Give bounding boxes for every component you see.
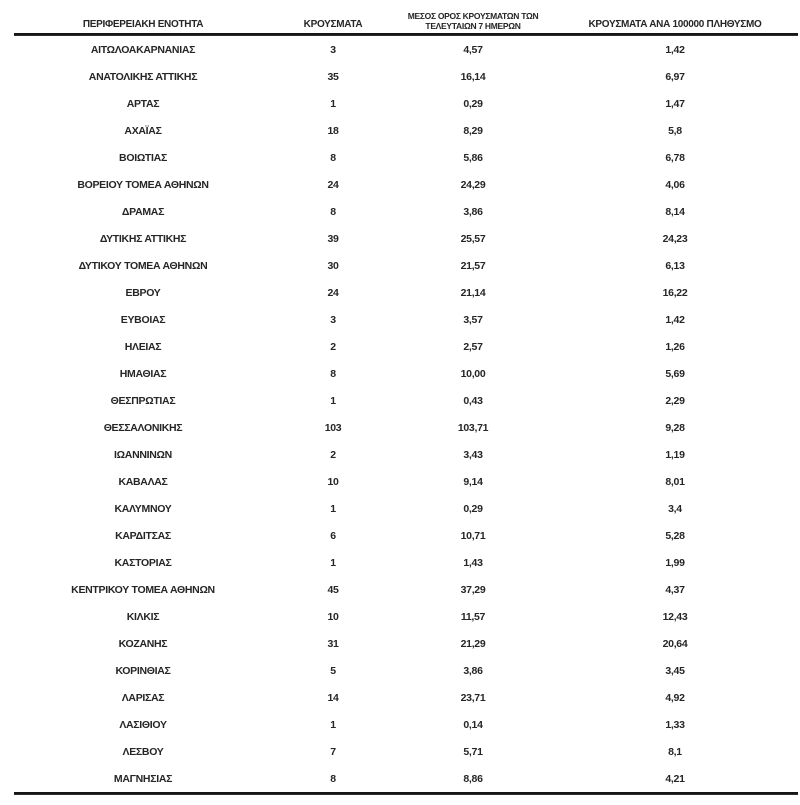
per100k-cell: 1,99 [665, 556, 685, 569]
header-regional-unit: ΠΕΡΙΦΕΡΕΙΑΚΗ ΕΝΟΤΗΤΑ [82, 19, 204, 31]
per100k-cell: 24,23 [662, 232, 688, 245]
cases-cell: 1 [330, 394, 336, 407]
table-row [14, 63, 798, 90]
per100k-cell: 2,29 [665, 394, 685, 407]
table-row [14, 333, 798, 360]
table-row [14, 387, 798, 414]
avg7-cell: 10,00 [460, 367, 486, 380]
per100k-cell: 5,8 [668, 124, 682, 137]
table-row [14, 90, 798, 117]
avg7-cell: 25,57 [460, 232, 486, 245]
region-cell: ΑΧΑΪΑΣ [124, 124, 162, 137]
table-row [14, 171, 798, 198]
per100k-cell: 8,1 [668, 745, 682, 758]
avg7-cell: 5,86 [463, 151, 483, 164]
per100k-cell: 1,42 [665, 43, 685, 56]
avg7-cell: 21,29 [460, 637, 486, 650]
region-cell: ΑΙΤΩΛΟΑΚΑΡΝΑΝΙΑΣ [90, 43, 196, 56]
cases-cell: 2 [330, 448, 336, 461]
region-cell: ΔΥΤΙΚΗΣ ΑΤΤΙΚΗΣ [99, 232, 187, 245]
header-7day-average-line1: ΜΕΣΟΣ ΟΡΟΣ ΚΡΟΥΣΜΑΤΩΝ ΤΩΝ [407, 10, 539, 21]
per100k-cell: 6,97 [665, 70, 685, 83]
per100k-cell: 3,45 [665, 664, 685, 677]
avg7-cell: 10,71 [460, 529, 486, 542]
cases-cell: 1 [330, 97, 336, 110]
avg7-cell: 21,57 [460, 259, 486, 272]
cases-cell: 1 [330, 502, 336, 515]
region-cell: ΘΕΣΠΡΩΤΙΑΣ [110, 394, 176, 407]
per100k-cell: 1,47 [665, 97, 685, 110]
region-cell: ΘΕΣΣΑΛΟΝΙΚΗΣ [103, 421, 183, 434]
cases-cell: 3 [330, 313, 336, 326]
table-row [14, 765, 798, 792]
table-row [14, 657, 798, 684]
region-cell: ΑΡΤΑΣ [126, 97, 160, 110]
cases-cell: 10 [327, 610, 339, 623]
avg7-cell: 2,57 [463, 340, 483, 353]
per100k-cell: 4,21 [665, 772, 685, 785]
region-cell: ΚΑΒΑΛΑΣ [118, 475, 168, 488]
per100k-cell: 1,19 [665, 448, 685, 461]
table-row [14, 306, 798, 333]
per100k-cell: 5,69 [665, 367, 685, 380]
cases-cell: 24 [327, 178, 339, 191]
table-row [14, 630, 798, 657]
per100k-cell: 5,28 [665, 529, 685, 542]
avg7-cell: 5,71 [463, 745, 483, 758]
table-row [14, 117, 798, 144]
region-cell: ΔΡΑΜΑΣ [121, 205, 165, 218]
region-cell: ΙΩΑΝΝΙΝΩΝ [114, 448, 172, 461]
avg7-cell: 8,86 [463, 772, 483, 785]
cases-cell: 2 [330, 340, 336, 353]
table-row [14, 468, 798, 495]
avg7-cell: 11,57 [460, 610, 486, 623]
avg7-cell: 37,29 [460, 583, 486, 596]
per100k-cell: 1,26 [665, 340, 685, 353]
region-cell: ΒΟΡΕΙΟΥ ΤΟΜΕΑ ΑΘΗΝΩΝ [77, 178, 209, 191]
cases-cell: 35 [327, 70, 339, 83]
region-cell: ΜΑΓΝΗΣΙΑΣ [113, 772, 173, 785]
region-cell: ΕΥΒΟΙΑΣ [120, 313, 166, 326]
per100k-cell: 20,64 [662, 637, 688, 650]
region-cell: ΗΜΑΘΙΑΣ [119, 367, 167, 380]
cases-cell: 3 [330, 43, 336, 56]
cases-cell: 39 [327, 232, 339, 245]
table-body [14, 36, 798, 792]
table-row [14, 198, 798, 225]
avg7-cell: 3,57 [463, 313, 483, 326]
avg7-cell: 21,14 [460, 286, 486, 299]
per100k-cell: 6,13 [665, 259, 685, 272]
table-row [14, 549, 798, 576]
region-cell: ΚΙΛΚΙΣ [126, 610, 160, 623]
avg7-cell: 4,57 [463, 43, 483, 56]
per100k-cell: 3,4 [668, 502, 682, 515]
per100k-cell: 4,06 [665, 178, 685, 191]
table-header-row [14, 0, 798, 33]
cases-cell: 8 [330, 367, 336, 380]
header-cases: ΚΡΟΥΣΜΑΤΑ [303, 19, 363, 31]
cases-cell: 14 [327, 691, 339, 704]
region-cell: ΛΑΡΙΣΑΣ [121, 691, 165, 704]
cases-cell: 30 [327, 259, 339, 272]
cases-cell: 8 [330, 772, 336, 785]
cases-cell: 45 [327, 583, 339, 596]
table-row [14, 360, 798, 387]
table-row [14, 576, 798, 603]
avg7-cell: 1,43 [463, 556, 483, 569]
region-cell: ΚΟΖΑΝΗΣ [118, 637, 168, 650]
table-row [14, 252, 798, 279]
table-row [14, 414, 798, 441]
region-cell: ΛΕΣΒΟΥ [122, 745, 164, 758]
regional-cases-table [14, 0, 798, 795]
region-cell: ΚΟΡΙΝΘΙΑΣ [115, 664, 171, 677]
cases-cell: 8 [330, 205, 336, 218]
bottom-double-rule [14, 792, 798, 795]
avg7-cell: 23,71 [460, 691, 486, 704]
per100k-cell: 8,14 [665, 205, 685, 218]
per100k-cell: 6,78 [665, 151, 685, 164]
per100k-cell: 16,22 [662, 286, 688, 299]
avg7-cell: 103,71 [457, 421, 489, 434]
cases-cell: 1 [330, 556, 336, 569]
region-cell: ΚΑΣΤΟΡΙΑΣ [114, 556, 172, 569]
cases-cell: 18 [327, 124, 339, 137]
avg7-cell: 0,29 [463, 502, 483, 515]
avg7-cell: 3,86 [463, 205, 483, 218]
region-cell: ΗΛΕΙΑΣ [124, 340, 162, 353]
header-7day-average-line2: ΤΕΛΕΥΤΑΙΩΝ 7 ΗΜΕΡΩΝ [425, 20, 521, 31]
table-row [14, 495, 798, 522]
cases-cell: 5 [330, 664, 336, 677]
per100k-cell: 4,92 [665, 691, 685, 704]
region-cell: ΛΑΣΙΘΙΟΥ [119, 718, 167, 731]
cases-cell: 6 [330, 529, 336, 542]
cases-cell: 7 [330, 745, 336, 758]
avg7-cell: 0,14 [463, 718, 483, 731]
table-row [14, 225, 798, 252]
per100k-cell: 8,01 [665, 475, 685, 488]
table-row [14, 711, 798, 738]
cases-cell: 1 [330, 718, 336, 731]
avg7-cell: 3,43 [463, 448, 483, 461]
region-cell: ΕΒΡΟΥ [125, 286, 161, 299]
region-cell: ΒΟΙΩΤΙΑΣ [119, 151, 167, 164]
per100k-cell: 4,37 [665, 583, 685, 596]
region-cell: ΔΥΤΙΚΟΥ ΤΟΜΕΑ ΑΘΗΝΩΝ [78, 259, 208, 272]
avg7-cell: 3,86 [463, 664, 483, 677]
table-row [14, 522, 798, 549]
cases-cell: 10 [327, 475, 339, 488]
avg7-cell: 8,29 [463, 124, 483, 137]
table-row [14, 684, 798, 711]
region-cell: ΑΝΑΤΟΛΙΚΗΣ ΑΤΤΙΚΗΣ [88, 70, 198, 83]
avg7-cell: 9,14 [463, 475, 483, 488]
avg7-cell: 0,29 [463, 97, 483, 110]
per100k-cell: 9,28 [665, 421, 685, 434]
avg7-cell: 24,29 [460, 178, 486, 191]
region-cell: ΚΑΡΔΙΤΣΑΣ [115, 529, 171, 542]
table-row [14, 603, 798, 630]
cases-cell: 24 [327, 286, 339, 299]
avg7-cell: 16,14 [460, 70, 486, 83]
table-row [14, 441, 798, 468]
per100k-cell: 12,43 [662, 610, 688, 623]
per100k-cell: 1,42 [665, 313, 685, 326]
table-row [14, 36, 798, 63]
avg7-cell: 0,43 [463, 394, 483, 407]
region-cell: ΚΕΝΤΡΙΚΟΥ ΤΟΜΕΑ ΑΘΗΝΩΝ [71, 583, 215, 596]
region-cell: ΚΑΛΥΜΝΟΥ [114, 502, 172, 515]
cases-cell: 8 [330, 151, 336, 164]
table-row [14, 144, 798, 171]
cases-cell: 31 [327, 637, 339, 650]
cases-cell: 103 [324, 421, 342, 434]
per100k-cell: 1,33 [665, 718, 685, 731]
table-row [14, 279, 798, 306]
table-row [14, 738, 798, 765]
header-cases-per-100000: ΚΡΟΥΣΜΑΤΑ ΑΝΑ 100000 ΠΛΗΘΥΣΜΟ [588, 19, 762, 31]
header-7day-average [394, 11, 552, 31]
